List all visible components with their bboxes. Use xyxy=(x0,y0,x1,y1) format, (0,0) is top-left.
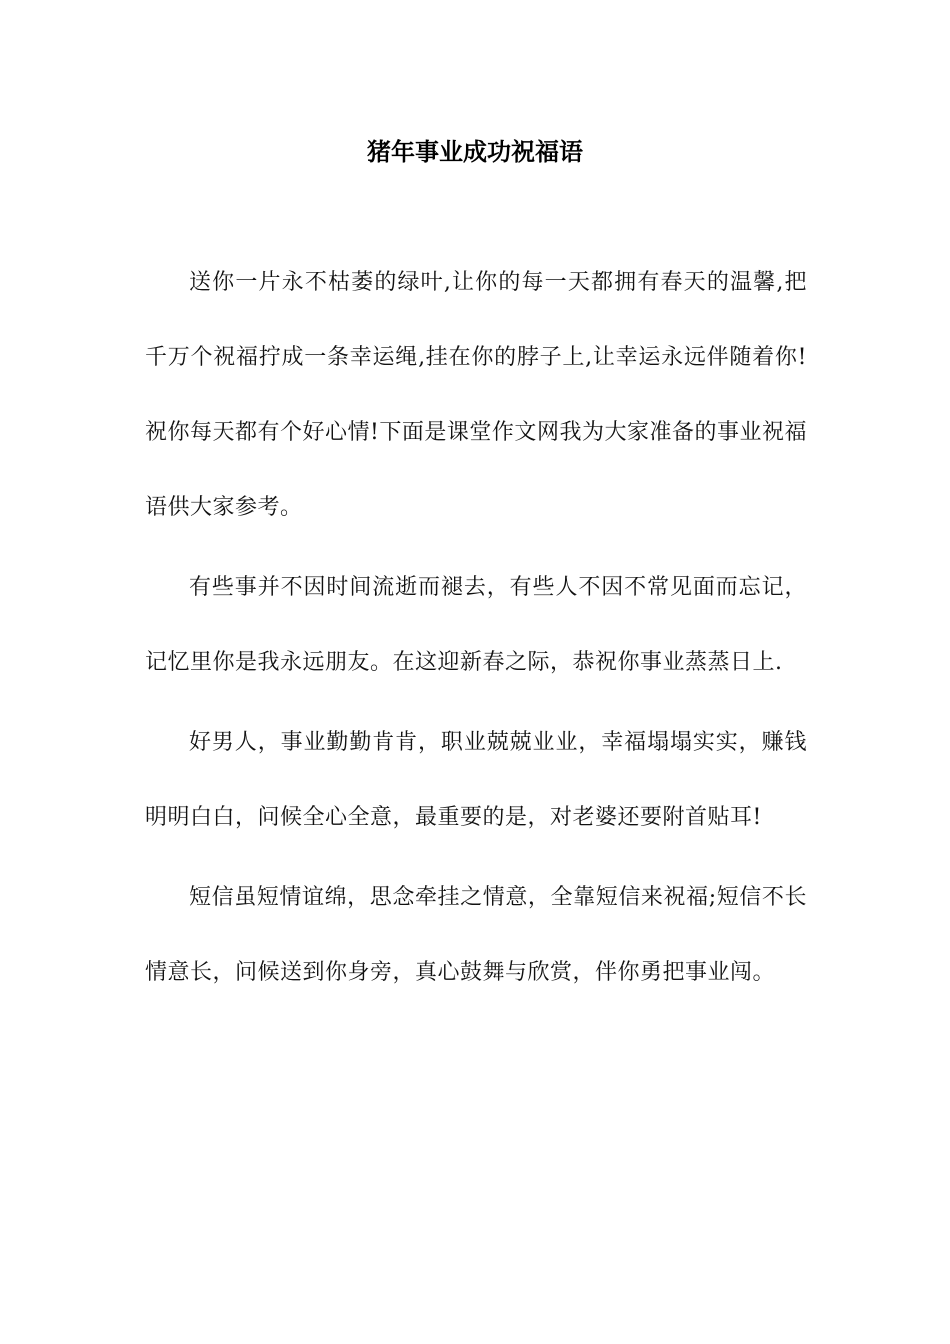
document-body xyxy=(145,245,807,1015)
paragraph-4: 短信虽短情谊绵，思念牵挂之情意，全靠短信来祝福;短信不长情意长，问候送到你身旁，真心鼓舞与欣赏，伴你勇把事业闯。 xyxy=(145,885,807,985)
page-title: 猪年事业成功祝福语 xyxy=(367,137,583,166)
paragraph-1: 送你一片永不枯萎的绿叶,让你的每一天都拥有春天的温馨,把千万个祝福拧成一条幸运绳,挂在你的脖子上,让幸运永远伴随着你!祝你每天都有个好心情!下面是课堂作文网我为大家准备的事业祝福语供大家参考。 xyxy=(145,270,807,520)
paragraph-3: 好男人，事业勤勤肯肯，职业兢兢业业，幸福塌塌实实，赚钱明明白白，问候全心全意，最重要的是，对老婆还要附首贴耳! xyxy=(145,730,807,830)
paragraph-2: 有些事并不因时间流逝而褪去，有些人不因不常见面而忘记，记忆里你是我永远朋友。在这迎新春之际，恭祝你事业蒸蒸日上. xyxy=(145,575,807,675)
